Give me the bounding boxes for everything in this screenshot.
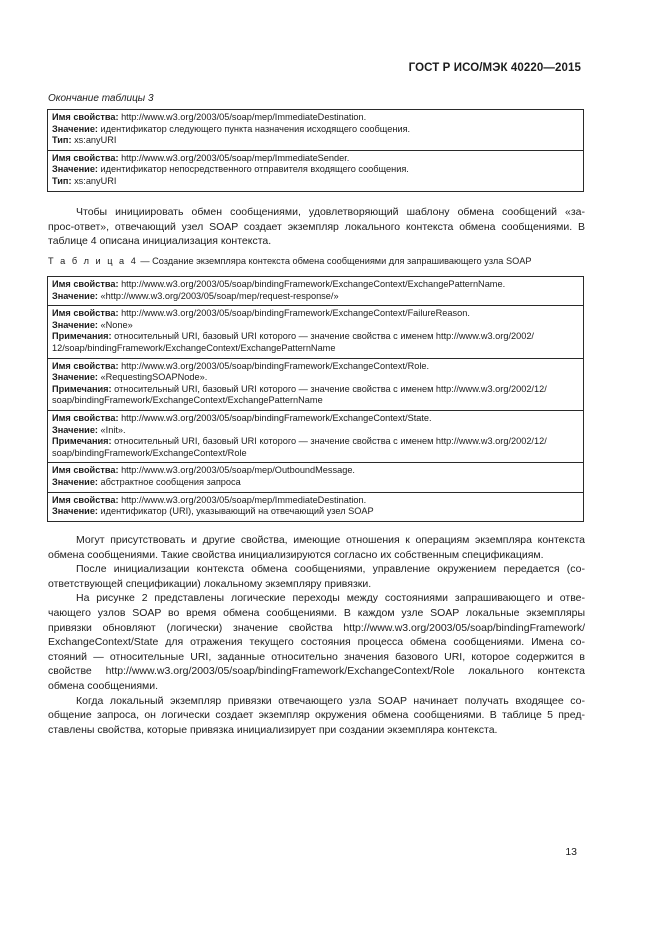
cell-line bbox=[52, 164, 579, 176]
table-row bbox=[48, 410, 584, 462]
text-line: таблице 4 описана инициализация контекста. bbox=[48, 235, 272, 248]
text-line: стояний — относительные URI, заданные относительно значения базового URI, которое содержится в bbox=[48, 650, 585, 663]
paragraph bbox=[48, 694, 585, 738]
cell-line bbox=[52, 135, 579, 147]
field-label: Значение: bbox=[52, 290, 98, 301]
cell-line bbox=[52, 320, 579, 332]
field-value: http://www.w3.org/2003/05/soap/mep/ImmediateDestination. bbox=[118, 494, 367, 505]
text-line: обмена сообщениями. Такие свойства инициализируются согласно их собственным спецификациям. bbox=[48, 548, 544, 561]
cell-line bbox=[52, 308, 579, 320]
field-value: относительный URI, базовый URI которого — значение свойства с именем http://www.w3.org/2002/12/ bbox=[111, 436, 547, 447]
cell-line bbox=[52, 361, 579, 373]
table3-caption: Окончание таблицы 3 bbox=[48, 93, 154, 104]
field-value: http://www.w3.org/2003/05/soap/mep/ImmediateDestination. bbox=[118, 112, 367, 122]
cell-line bbox=[52, 465, 579, 477]
table-cell bbox=[48, 277, 584, 306]
table-cell bbox=[48, 358, 584, 410]
table-cell bbox=[48, 492, 584, 521]
field-value: soap/bindingFramework/ExchangeContext/ExchangePatternName bbox=[52, 395, 323, 406]
field-label: Значение: bbox=[52, 372, 98, 383]
field-value: идентификатор (URI), указывающий на отвечающий узел SOAP bbox=[98, 506, 374, 517]
table-cell bbox=[48, 150, 584, 191]
text-line: Когда локальный экземпляр привязки отвечающего узла SOAP начинает получать входящее со- bbox=[76, 694, 585, 707]
field-value: http://www.w3.org/2003/05/soap/bindingFramework/ExchangeContext/State. bbox=[118, 412, 432, 423]
text-line: ответствующей спецификации) локальному экземпляру привязки. bbox=[48, 577, 372, 590]
text-line: Могут присутствовать и другие свойства, имеющие отношения к операциям экземпляра контекста bbox=[76, 534, 585, 546]
cell-line bbox=[52, 477, 579, 489]
table4-caption-text: — Создание экземпляра контекста обмена сообщениями для запрашивающего узла SOAP bbox=[137, 256, 532, 266]
field-label: Значение: bbox=[52, 506, 98, 517]
field-value: «RequestingSOAPNode». bbox=[98, 372, 208, 383]
field-label: Имя свойства: bbox=[52, 494, 119, 505]
cell-line bbox=[52, 331, 579, 343]
text-line: На рисунке 2 представлены логические переходы между состояниями запрашивающего и отве- bbox=[76, 592, 585, 605]
field-value: абстрактное сообщения запроса bbox=[98, 476, 241, 487]
field-label: Значение: bbox=[52, 123, 98, 134]
body-text bbox=[48, 533, 585, 737]
table-row bbox=[48, 277, 584, 306]
table-row bbox=[48, 492, 584, 521]
cell-line bbox=[52, 436, 579, 448]
field-value: xs:anyURI bbox=[71, 175, 117, 186]
text-line: свойстве http://www.w3.org/2003/05/soap/bindingFramework/ExchangeContext/Role локального контекста bbox=[48, 665, 585, 678]
text-line: ExchangeContext/State для отражения текущего состояния процесса обмена сообщениями. Имена со- bbox=[48, 636, 585, 649]
cell-line bbox=[52, 495, 579, 507]
page-number: 13 bbox=[565, 846, 577, 858]
field-label: Имя свойства: bbox=[52, 412, 119, 423]
field-value: http://www.w3.org/2003/05/soap/bindingFramework/ExchangeContext/Role. bbox=[118, 360, 430, 371]
cell-line bbox=[52, 291, 579, 303]
cell-line bbox=[52, 395, 579, 407]
field-label: Значение: bbox=[52, 319, 98, 330]
text-line: обмена сообщениями. bbox=[48, 679, 159, 692]
field-value: «Init». bbox=[98, 424, 126, 435]
document-header-id: ГОСТ Р ИСО/МЭК 40220—2015 bbox=[408, 62, 581, 74]
cell-line bbox=[52, 384, 579, 396]
cell-line bbox=[52, 413, 579, 425]
cell-line bbox=[52, 176, 579, 188]
intro-paragraph bbox=[48, 205, 585, 249]
cell-line bbox=[52, 124, 579, 136]
field-value: «http://www.w3.org/2003/05/soap/mep/request-response/» bbox=[98, 290, 339, 301]
paragraph bbox=[48, 591, 585, 693]
cell-line bbox=[52, 343, 579, 355]
field-label: Значение: bbox=[52, 424, 98, 435]
table-cell bbox=[48, 463, 584, 492]
field-label: Примечания: bbox=[52, 331, 112, 342]
field-value: xs:anyURI bbox=[71, 135, 117, 146]
field-value: идентификатор непосредственного отправителя входящего сообщения. bbox=[98, 164, 409, 175]
cell-line bbox=[52, 425, 579, 437]
field-label: Значение: bbox=[52, 164, 98, 175]
table-cell bbox=[48, 410, 584, 462]
text-line: общение запроса, он логически создает экземпляр окружения обмена сообщениями. В таблице 5 пред- bbox=[48, 709, 585, 722]
table-row bbox=[48, 110, 584, 151]
field-label: Имя свойства: bbox=[52, 279, 119, 289]
text-line: ставлены свойства, которые привязка инициализирует при создании экземпляра контекста. bbox=[48, 723, 498, 736]
field-value: относительный URI, базовый URI которого — значение свойства с именем http://www.w3.org/2002/12/ bbox=[111, 383, 547, 394]
cell-line bbox=[52, 153, 579, 165]
field-value: http://www.w3.org/2003/05/soap/mep/ImmediateSender. bbox=[118, 152, 350, 163]
paragraph bbox=[48, 533, 585, 562]
table-row bbox=[48, 358, 584, 410]
table-cell bbox=[48, 110, 584, 151]
field-label: Тип: bbox=[52, 175, 72, 186]
field-value: «None» bbox=[98, 319, 133, 330]
field-label: Имя свойства: bbox=[52, 152, 119, 163]
text-line: После инициализации контекста обмена сообщениями, управление окружением передается (со- bbox=[76, 563, 585, 576]
text-line: привязки обновляют (логически) значение свойства http://www.w3.org/2003/05/soap/bindingFramework/ bbox=[48, 621, 585, 634]
field-label: Примечания: bbox=[52, 383, 112, 394]
field-value: http://www.w3.org/2003/05/soap/mep/OutboundMessage. bbox=[118, 465, 355, 476]
cell-line bbox=[52, 279, 579, 291]
text-line: чающего узлов SOAP во время обмена сообщениями. В каждом узле SOAP локальные экземпляры bbox=[48, 606, 585, 619]
table-cell bbox=[48, 306, 584, 358]
table-row bbox=[48, 463, 584, 492]
field-value: относительный URI, базовый URI которого — значение свойства с именем http://www.w3.org/2002/ bbox=[111, 331, 534, 342]
field-label: Примечания: bbox=[52, 436, 112, 447]
cell-line bbox=[52, 112, 579, 124]
field-value: http://www.w3.org/2003/05/soap/bindingFramework/ExchangeContext/ExchangePatternName. bbox=[118, 279, 506, 289]
field-label: Имя свойства: bbox=[52, 308, 119, 319]
field-label: Имя свойства: bbox=[52, 360, 119, 371]
table4-caption bbox=[48, 256, 531, 266]
table-row bbox=[48, 306, 584, 358]
table4 bbox=[47, 276, 584, 522]
text-line: Чтобы инициировать обмен сообщениями, удовлетворяющий шаблону обмена сообщений «за- bbox=[76, 206, 585, 218]
table4-caption-prefix: Т а б л и ц а 4 bbox=[48, 256, 138, 266]
cell-line bbox=[52, 448, 579, 460]
cell-line bbox=[52, 506, 579, 518]
text-line: прос-ответ», отвечающий узел SOAP создает экземпляр локального контекста обмена сообщениями. В bbox=[48, 220, 585, 233]
table-row bbox=[48, 150, 584, 191]
field-value: идентификатор следующего пункта назначения исходящего сообщения. bbox=[98, 123, 411, 134]
field-label: Значение: bbox=[52, 476, 98, 487]
field-label: Имя свойства: bbox=[52, 112, 119, 122]
field-value: 12/soap/bindingFramework/ExchangeContext/ExchangePatternName bbox=[52, 342, 336, 353]
field-value: soap/bindingFramework/ExchangeContext/Role bbox=[52, 447, 247, 458]
field-value: http://www.w3.org/2003/05/soap/bindingFramework/ExchangeContext/FailureReason. bbox=[118, 308, 470, 319]
table3 bbox=[47, 109, 584, 192]
field-label: Имя свойства: bbox=[52, 465, 119, 476]
field-label: Тип: bbox=[52, 135, 72, 146]
cell-line bbox=[52, 372, 579, 384]
paragraph bbox=[48, 562, 585, 591]
